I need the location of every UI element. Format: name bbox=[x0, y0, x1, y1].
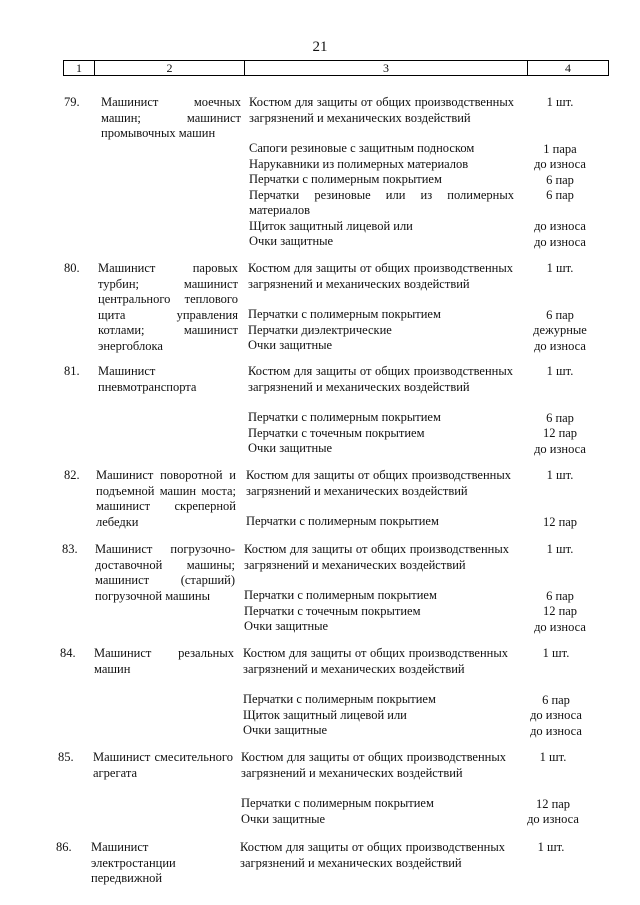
quantity: до износа bbox=[527, 812, 579, 826]
ppe-item: Сапоги резиновые с защитным подноском bbox=[249, 141, 475, 155]
quantity: 1 шт. bbox=[546, 468, 574, 482]
quantity: 1 шт. bbox=[542, 646, 570, 660]
ppe-item: Костюм для защиты от общих производственных загрязнений и механических воздействий bbox=[244, 542, 509, 572]
ppe-item: Щиток защитный лицевой или bbox=[243, 707, 407, 722]
entry-number: 80. bbox=[64, 261, 80, 275]
page-number: 21 bbox=[312, 39, 328, 55]
quantity: до износа bbox=[534, 442, 586, 456]
ppe-list bbox=[240, 840, 505, 886]
profession-name: Машинист электростанции передвижной bbox=[91, 840, 176, 886]
profession-name: Машинист резальных машин bbox=[94, 646, 234, 676]
quantity: 1 шт. bbox=[546, 542, 574, 556]
column-header-1: 1 bbox=[64, 61, 95, 76]
ppe-item: Перчатки с полимерным покрытием bbox=[248, 307, 441, 321]
profession-name: Машинист паровых турбин; машинист центрального теплового щита управления котлами; машинист энергоблока bbox=[98, 261, 238, 353]
ppe-item: Очки защитные bbox=[248, 441, 333, 456]
profession-name: Машинист моечных машин; машинист промывочных машин bbox=[101, 95, 241, 141]
ppe-item: Очки защитные bbox=[244, 619, 329, 634]
quantity: 12 пар bbox=[535, 797, 571, 811]
quantity: до износа bbox=[534, 339, 586, 353]
ppe-list bbox=[248, 261, 513, 354]
ppe-item: Перчатки с точечным покрытием bbox=[244, 603, 421, 618]
ppe-item: Костюм для защиты от общих производственных загрязнений и механических воздействий bbox=[243, 646, 508, 676]
quantity: 6 пар bbox=[546, 411, 574, 425]
column-header-4: 4 bbox=[528, 61, 609, 76]
ppe-item: Перчатки с полимерным покрытием bbox=[249, 172, 442, 187]
quantity: 6 пар bbox=[546, 308, 574, 322]
quantity: 1 шт. bbox=[546, 364, 574, 378]
ppe-list bbox=[246, 468, 511, 530]
quantity: 12 пар bbox=[542, 426, 578, 440]
ppe-item: Перчатки с полимерным покрытием bbox=[246, 514, 439, 528]
ppe-item: Перчатки с точечным покрытием bbox=[248, 425, 425, 440]
profession-name: Машинист смесительного агрегата bbox=[93, 750, 233, 780]
ppe-list bbox=[243, 646, 508, 739]
ppe-list bbox=[241, 750, 506, 827]
quantity: до износа bbox=[530, 724, 582, 738]
entry-number: 83. bbox=[62, 542, 78, 556]
ppe-item: Очки защитные bbox=[241, 811, 326, 826]
quantity: до износа bbox=[534, 620, 586, 634]
entry-number: 85. bbox=[58, 750, 74, 764]
quantity: 12 пар bbox=[542, 515, 578, 529]
quantity: до износа bbox=[534, 157, 586, 171]
ppe-item: Костюм для защиты от общих производственных загрязнений и механических воздействий bbox=[248, 261, 513, 291]
ppe-item: Перчатки диэлектрические bbox=[248, 322, 392, 337]
quantity: 6 пар bbox=[546, 589, 574, 603]
quantity: 1 шт. bbox=[537, 840, 565, 854]
ppe-item: Очки защитные bbox=[248, 338, 333, 353]
quantity: до износа bbox=[530, 708, 582, 722]
quantity: 12 пар bbox=[542, 604, 578, 618]
ppe-item: Костюм для защиты от общих производственных загрязнений и механических воздействий bbox=[246, 468, 511, 498]
ppe-item: Костюм для защиты от общих производственных загрязнений и механических воздействий bbox=[249, 95, 514, 125]
quantity: дежурные bbox=[533, 323, 587, 337]
entry-number: 86. bbox=[56, 840, 72, 854]
quantity: 1 шт. bbox=[539, 750, 567, 764]
quantity: 6 пар bbox=[542, 693, 570, 707]
ppe-item: Перчатки резиновые или из полимерных материалов bbox=[249, 187, 514, 218]
entry-number: 82. bbox=[64, 468, 80, 482]
ppe-item: Перчатки с полимерным покрытием bbox=[243, 692, 436, 706]
column-header-table bbox=[63, 60, 609, 76]
ppe-item: Костюм для защиты от общих производственных загрязнений и механических воздействий bbox=[240, 840, 505, 870]
profession-name: Машинист поворотной и подъемной машин моста; машинист скреперной лебедки bbox=[96, 468, 236, 529]
ppe-list bbox=[248, 364, 513, 457]
entry-number: 79. bbox=[64, 95, 80, 109]
quantity: 1 шт. bbox=[546, 95, 574, 109]
entry-number: 84. bbox=[60, 646, 76, 660]
profession-name: Машинист пневмотранспорта bbox=[98, 364, 197, 394]
quantity: до износа bbox=[534, 235, 586, 249]
ppe-item: Костюм для защиты от общих производственных загрязнений и механических воздействий bbox=[248, 364, 513, 394]
ppe-item: Перчатки с полимерным покрытием bbox=[244, 588, 437, 602]
quantity: 6 пар bbox=[546, 173, 574, 187]
quantity: 6 пар bbox=[546, 188, 574, 202]
ppe-item: Нарукавники из полимерных материалов bbox=[249, 156, 469, 171]
profession-name: Машинист погрузочно-доставочной машины; машинист (старший) погрузочной машины bbox=[95, 542, 235, 603]
ppe-item: Костюм для защиты от общих производственных загрязнений и механических воздействий bbox=[241, 750, 506, 780]
column-header-3: 3 bbox=[245, 61, 528, 76]
quantity: 1 пара bbox=[543, 142, 577, 156]
ppe-item: Очки защитные bbox=[249, 234, 334, 249]
quantity: 1 шт. bbox=[546, 261, 574, 275]
ppe-item: Щиток защитный лицевой или bbox=[249, 218, 413, 233]
ppe-item: Очки защитные bbox=[243, 723, 328, 738]
entry-number: 81. bbox=[64, 364, 80, 378]
ppe-list bbox=[244, 542, 509, 635]
ppe-item: Перчатки с полимерным покрытием bbox=[248, 410, 441, 424]
ppe-list bbox=[249, 95, 514, 250]
ppe-item: Перчатки с полимерным покрытием bbox=[241, 796, 434, 810]
quantity: до износа bbox=[534, 219, 586, 233]
column-header-2: 2 bbox=[95, 61, 245, 76]
